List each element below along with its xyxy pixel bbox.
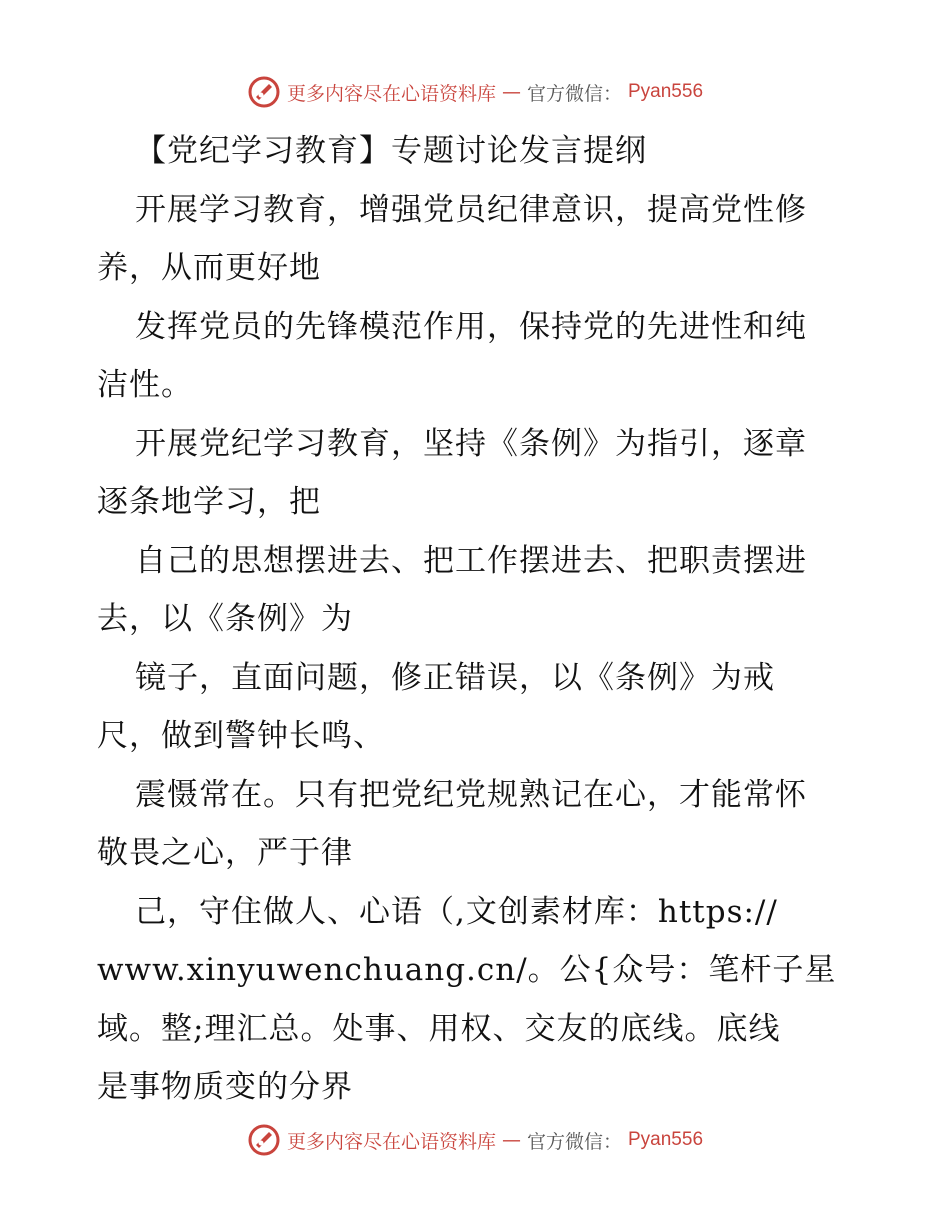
paragraph-line: 自己的思想摆进去、把工作摆进去、把职责摆进 bbox=[135, 542, 807, 579]
banner-official-label: 官方微信： bbox=[526, 82, 622, 105]
banner-site-text: 更多内容尽在心语资料库 bbox=[286, 82, 496, 105]
paragraph-line: 镜子，直面问题，修正错误，以《条例》为戒 bbox=[135, 659, 775, 696]
banner-account-id: Pyan556 bbox=[628, 81, 704, 102]
banner-account-id: Pyan556 bbox=[628, 1129, 704, 1150]
paragraph-line: 开展学习教育，增强党员纪律意识，提高党性修 bbox=[135, 191, 807, 228]
banner-separator: — bbox=[501, 1129, 521, 1151]
document-title: 【党纪学习教育】专题讨论发言提纲 bbox=[135, 133, 647, 169]
paragraph-line: 己，守住做人、心语（,文创素材库：https:// bbox=[135, 893, 778, 930]
paragraph-line: 发挥党员的先锋模范作用，保持党的先进性和纯 bbox=[135, 308, 807, 345]
paragraph-line: 敬畏之心，严于律 bbox=[97, 835, 353, 871]
paragraph-line: 尺，做到警钟长鸣、 bbox=[97, 718, 385, 754]
paragraph-line: 开展党纪学习教育，坚持《条例》为指引，逐章 bbox=[135, 425, 807, 462]
paragraph-line: 逐条地学习，把 bbox=[97, 484, 321, 520]
paragraph-line: 洁性。 bbox=[97, 367, 193, 403]
footer-banner bbox=[0, 1120, 950, 1160]
paragraph-line: 震慑常在。只有把党纪党规熟记在心，才能常怀 bbox=[135, 776, 807, 813]
banner-site-text: 更多内容尽在心语资料库 bbox=[286, 1130, 496, 1153]
brand-logo-icon bbox=[247, 1123, 281, 1157]
document-body bbox=[97, 122, 857, 1117]
header-banner bbox=[0, 72, 950, 112]
paragraph-line: 域。整;理汇总。处事、用权、交友的底线。底线 bbox=[97, 1010, 781, 1047]
banner-official-label: 官方微信： bbox=[526, 1130, 622, 1153]
banner-separator: — bbox=[501, 81, 521, 103]
paragraph-line: 去，以《条例》为 bbox=[97, 601, 353, 637]
paragraph-line: 是事物质变的分界 bbox=[97, 1069, 353, 1105]
paragraph-line: 养，从而更好地 bbox=[97, 250, 321, 286]
brand-logo-icon bbox=[247, 75, 281, 109]
paragraph-line: www.xinyuwenchuang.cn/。公{众号：笔杆子星 bbox=[97, 952, 837, 988]
